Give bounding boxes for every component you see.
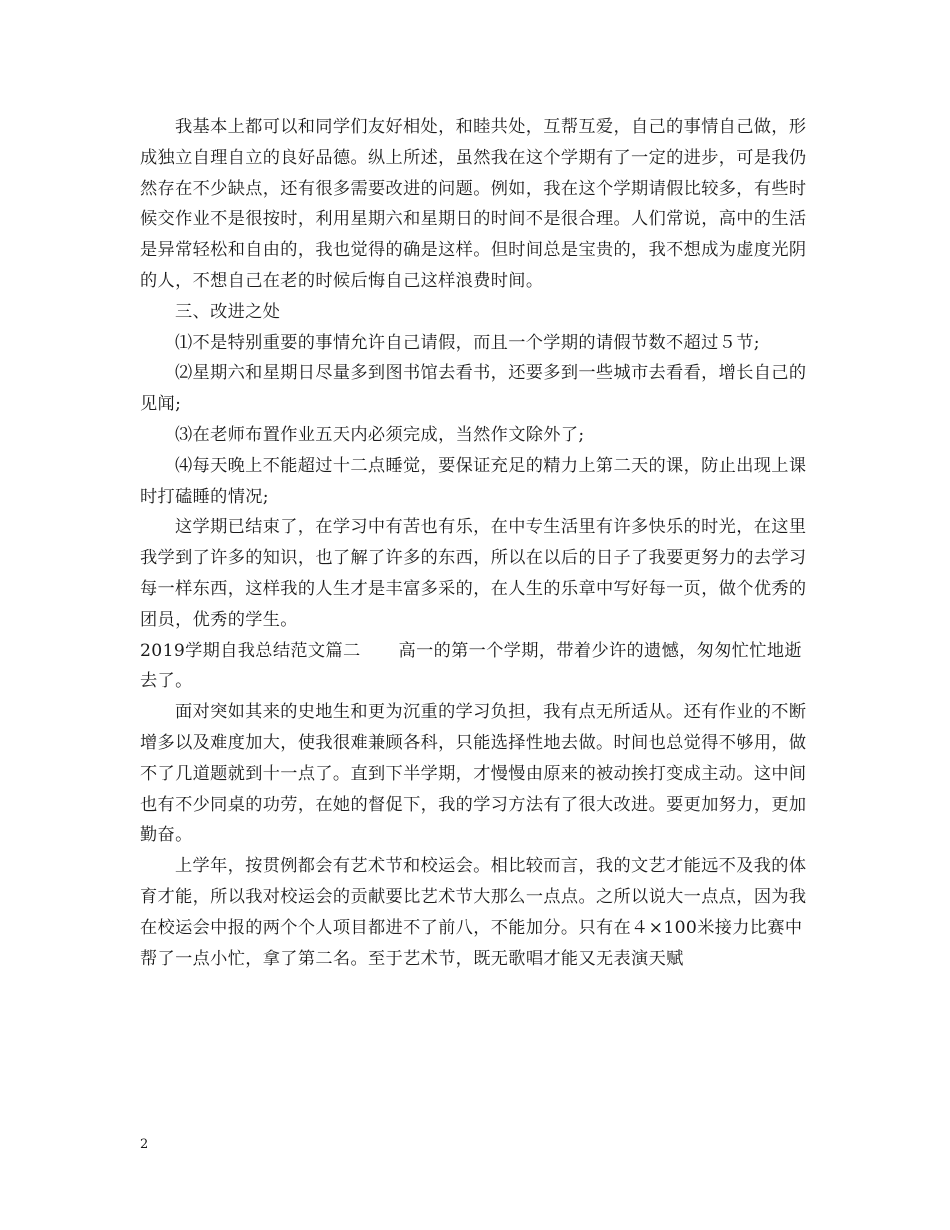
paragraph-conclusion: 这学期已结束了，在学习中有苦也有乐，在中专生活里有许多快乐的时光，在这里我学到了许多的知识，也了解了许多的东西，所以在以后的日子了我要更努力的去学习每一样东西，这样我的人生才是丰富多采的，在人生的乐章中写好每一页，做个优秀的团员，优秀的学生。: [140, 517, 807, 630]
paragraph-school-events: 上学年，按贯例都会有艺术节和校运会。相比较而言，我的文艺才能远不及我的体育才能，所以我对校运会的贡献要比艺术节大那么一点点。之所以说大一点点，因为我在校运会中报的两个个人项目都进不了前八，不能加分。只有在４×100米接力比赛中帮了一点小忙，拿了第二名。至于艺术节，既无歌唱才能又无表演天赋: [140, 856, 807, 969]
section-heading-title: 2019学期自我总结范文篇二: [140, 640, 361, 661]
improvement-item-4: ⑷每天晚上不能超过十二点睡觉，要保证充足的精力上第二天的课，防止出现上课时打磕睡的情况;: [140, 455, 807, 507]
section-heading-lead: 高一的第一个学期，带着少许的遗憾，匆匆忙忙地逝去了。: [140, 640, 802, 692]
improvement-item-1: ⑴不是特别重要的事情允许自己请假，而且一个学期的请假节数不超过５节;: [175, 332, 760, 353]
paragraph-study-pressure: 面对突如其来的史地生和更为沉重的学习负担，我有点无所适从。还有作业的不断增多以及难度加大，使我很难兼顾各科，只能选择性地去做。时间也总觉得不够用，做不了几道题就到十一点了。直到下半学期，才慢慢由原来的被动挨打变成主动。这中间也有不少同桌的功劳，在她的督促下，我的学习方法有了很大改进。要更加努力，更加勤奋。: [140, 702, 807, 846]
paragraph-summary: 我基本上都可以和同学们友好相处，和睦共处，互帮互爱，自己的事情自己做，形成独立自理自立的良好品德。纵上所述，虽然我在这个学期有了一定的进步，可是我仍然存在不少缺点，还有很多需要改进的问题。例如，我在这个学期请假比较多，有些时候交作业不是很按时，利用星期六和星期日的时间不是很合理。人们常说，高中的生活是异常轻松和自由的，我也觉得的确是这样。但时间总是宝贵的，我不想成为虚度光阴的人，不想自己在老的时候后悔自己这样浪费时间。: [140, 117, 807, 291]
section-title-improvements: 三、改进之处: [175, 301, 281, 322]
improvement-item-2: ⑵星期六和星期日尽量多到图书馆去看书，还要多到一些城市去看看，增长自己的见闻;: [140, 363, 807, 415]
page-number: 2: [140, 1137, 149, 1152]
section-heading-line: [140, 636, 816, 698]
document-body: [140, 112, 816, 974]
improvement-item-3: ⑶在老师布置作业五天内必须完成，当然作文除外了;: [175, 424, 585, 445]
